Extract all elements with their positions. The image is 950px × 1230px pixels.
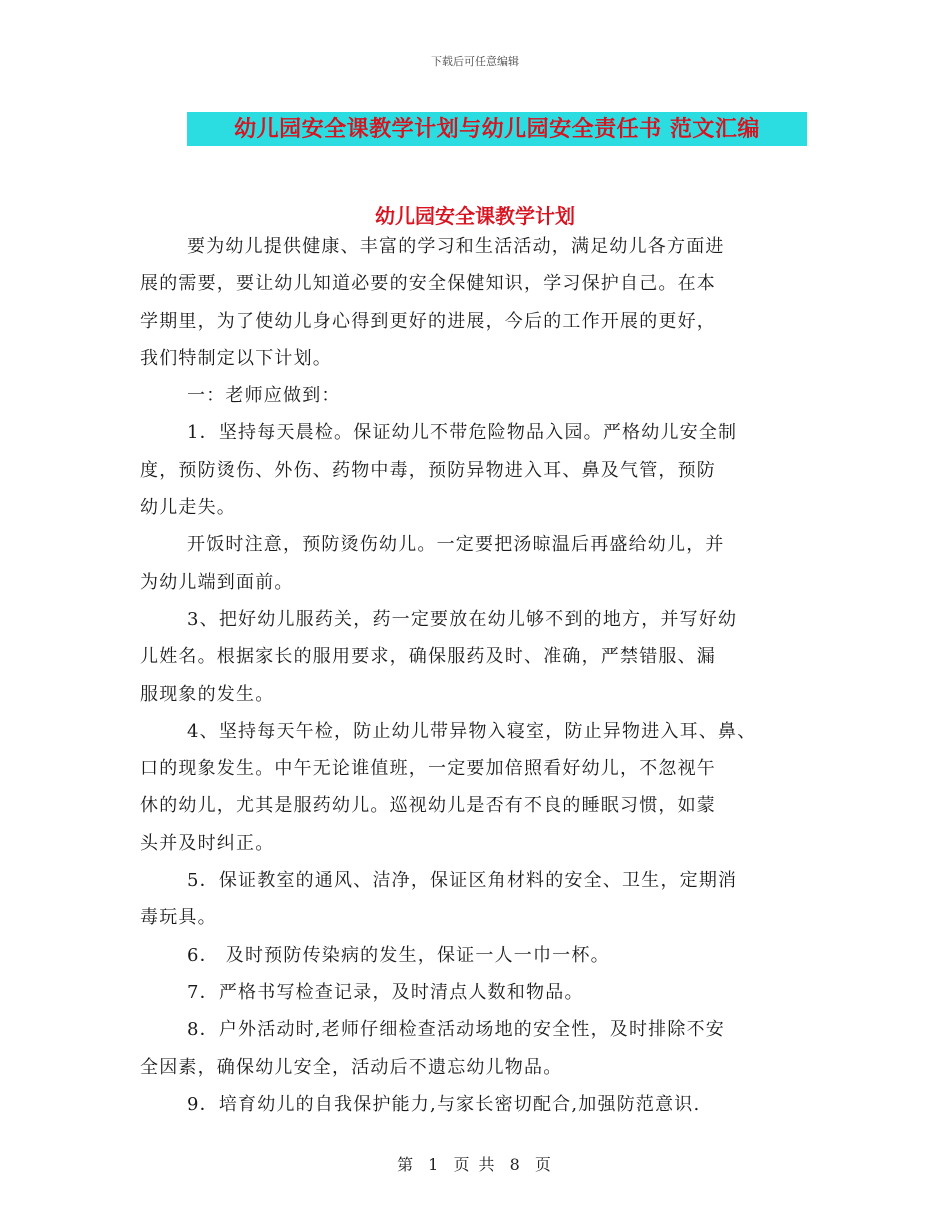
paragraph-line: 3、把好幼儿服药关，药一定要放在幼儿够不到的地方，并写好幼: [187, 608, 738, 630]
paragraph-line: 4、坚持每天午检，防止幼儿带异物入寝室，防止异物进入耳、鼻、: [187, 720, 757, 742]
paragraph-line: 为幼儿端到面前。: [140, 571, 294, 593]
footer-suffix: 页: [534, 1155, 553, 1174]
paragraph-line: 幼儿走失。: [140, 497, 236, 519]
paragraph-line: 一：老师应做到：: [187, 385, 341, 407]
paragraph: [140, 713, 830, 862]
paragraph-line: 展的需要，要让幼儿知道必要的安全保健知识，学习保护自己。在本: [140, 273, 716, 295]
paragraph-line: 1．坚持每天晨检。保证幼儿不带危险物品入园。严格幼儿安全制: [187, 422, 738, 444]
paragraph: [140, 228, 830, 377]
paragraph-line: 休的幼儿，尤其是服药幼儿。巡视幼儿是否有不良的睡眠习惯，如蒙: [140, 795, 716, 817]
paragraph-line: 学期里，为了使幼儿身心得到更好的进展，今后的工作开展的更好，: [140, 310, 716, 332]
paragraph-line: 全因素，确保幼儿安全，活动后不遗忘幼儿物品。: [140, 1056, 563, 1078]
paragraph-line: 9．培育幼儿的自我保护能力,与家长密切配合,加强防范意识.: [187, 1093, 701, 1115]
paragraph-line: 儿姓名。根据家长的服用要求，确保服药及时、准确，严禁错服、漏: [140, 646, 716, 668]
page-footer: [0, 1152, 950, 1175]
section-title: 幼儿园安全课教学计划: [375, 204, 575, 228]
paragraph: [140, 601, 830, 713]
paragraph-line: 开饭时注意，预防烫伤幼儿。一定要把汤晾温后再盛给幼儿，并: [187, 534, 725, 556]
header-note: 下载后可任意编辑: [431, 55, 519, 68]
paragraph-line: 度，预防烫伤、外伤、药物中毒，预防异物进入耳、鼻及气管，预防: [140, 459, 716, 481]
paragraph: [140, 526, 830, 601]
paragraph-line: 服现象的发生。: [140, 683, 275, 705]
paragraph-line: 6． 及时预防传染病的发生，保证一人一巾一杯。: [187, 944, 610, 966]
footer-total-pages: 8: [509, 1155, 522, 1174]
paragraph: [140, 377, 830, 414]
main-title: 幼儿园安全课教学计划与幼儿园安全责任书 范文汇编: [187, 112, 807, 146]
paragraph-line: 头并及时纠正。: [140, 832, 275, 854]
paragraph-line: 7．严格书写检查记录，及时清点人数和物品。: [187, 981, 584, 1003]
paragraph: [140, 1086, 830, 1123]
paragraph-line: 5．保证教室的通风、洁净，保证区角材料的安全、卫生，定期消: [187, 870, 738, 892]
document-body: [140, 228, 830, 1123]
paragraph: [140, 937, 830, 974]
paragraph-line: 要为幼儿提供健康、丰富的学习和生活活动，满足幼儿各方面进: [187, 236, 725, 257]
footer-middle: 页 共: [453, 1155, 497, 1174]
paragraph-line: 8．户外活动时,老师仔细检查活动场地的安全性，及时排除不安: [187, 1019, 725, 1041]
paragraph-line: 毒玩具。: [140, 907, 217, 929]
paragraph-line: 口的现象发生。中午无论谁值班，一定要加倍照看好幼儿，不忽视午: [140, 758, 716, 780]
paragraph: [140, 862, 830, 937]
footer-prefix: 第: [397, 1155, 416, 1174]
paragraph: [140, 1011, 830, 1086]
paragraph: [140, 414, 830, 526]
paragraph-line: 我们特制定以下计划。: [140, 347, 332, 369]
footer-page-number: 1: [428, 1155, 441, 1174]
paragraph: [140, 974, 830, 1011]
